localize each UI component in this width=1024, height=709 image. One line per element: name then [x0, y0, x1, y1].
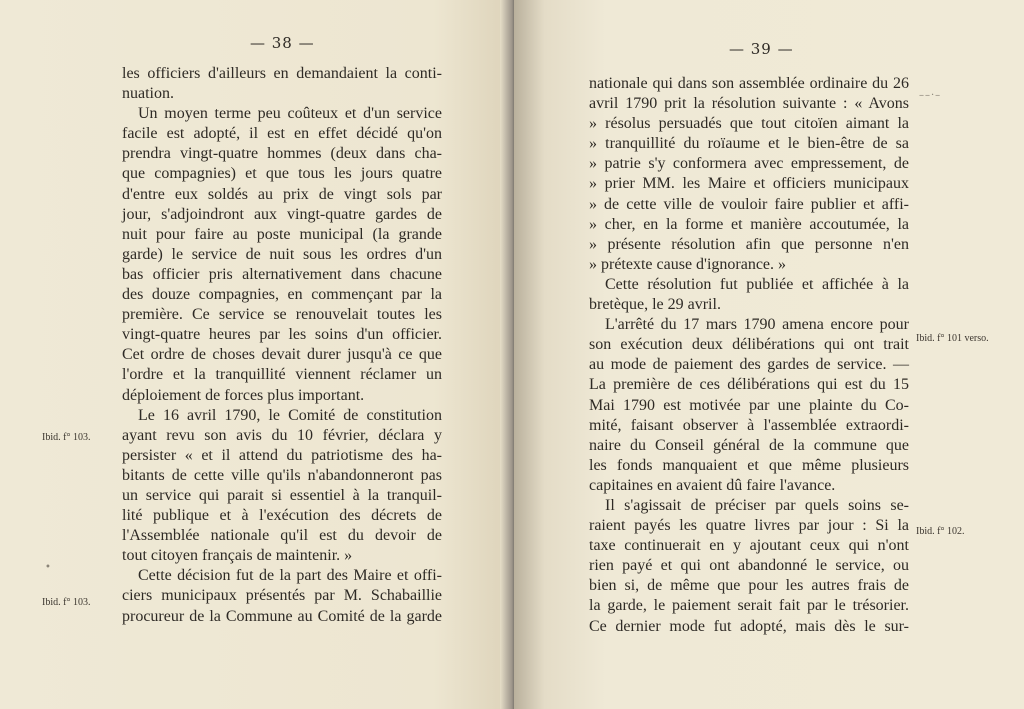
text-line: » présente résolution afin que personne n'en [589, 235, 909, 253]
text-line: La première de ces délibérations qui est du 15 [589, 376, 909, 394]
text-line: Cette décision fut de la part des Maire et offi- [138, 567, 442, 585]
text-line: nuation. [122, 85, 174, 103]
text-line: procureur de la Commune au Comité de la garde [122, 607, 442, 625]
text-line: Cette résolution fut publiée et affichée à la [605, 275, 909, 293]
text-line: » prier MM. les Maire et officiers municipaux [589, 175, 909, 193]
text-line: facile est adopté, il est en effet décidé qu'on [122, 125, 442, 143]
text-line: l'Assemblée nationale qu'il est du devoir de [122, 527, 442, 545]
text-line: Le 16 avril 1790, le Comité de constitution [138, 406, 442, 424]
text-line: Ce dernier mode fut adopté, mais dès le sur- [589, 617, 909, 635]
text-line: » de cette ville de vouloir faire publier et affi- [589, 195, 909, 213]
text-line: tout citoyen français de maintenir. » [122, 547, 353, 565]
page-number-38: — 38 — [250, 34, 315, 52]
text-line: persister « et il attend du patriotisme des ha- [122, 446, 442, 464]
text-line: ciers municipaux présentés par M. Schabaillie [122, 587, 442, 605]
text-line: les fonds manquaient et que même plusieurs [589, 456, 909, 474]
text-line: bretèque, le 29 avril. [589, 296, 721, 314]
text-line: Il s'agissait de préciser par quels soins se- [605, 496, 909, 514]
text-line: au mode de paiement des gardes de service. — [589, 356, 909, 374]
text-line: rien payé et qui ont abandonné le service, ou [589, 557, 909, 575]
text-line: vingt-quatre heures par les soins d'un officier. [122, 326, 442, 344]
text-line: jour, s'adjoindront aux vingt-quatre gardes de [122, 205, 442, 223]
right-page [514, 0, 1024, 709]
text-line: première. Ce service se renouvelait toutes les [122, 306, 442, 324]
text-line: que compagnies) et que tous les jours quatre [122, 165, 442, 183]
text-line: lité publique et à l'exécution des décrets de [122, 507, 442, 525]
text-line: Mai 1790 est motivée par une plainte du Co- [589, 396, 909, 414]
text-line: mité, faisant observer à l'assemblée extraordi- [589, 416, 909, 434]
left-page-text [122, 64, 442, 627]
margin-note: Ibid. f° 102. [916, 526, 965, 537]
text-line: Un moyen terme peu coûteux et d'un service [138, 105, 442, 123]
text-line: nuit pour faire au poste municipal (la grande [122, 225, 442, 243]
text-line: bien si, de même que pour les autres frais de [589, 577, 909, 595]
text-line: avril 1790 prit la résolution suivante : « Avons [589, 95, 909, 113]
text-line: les officiers d'ailleurs en demandaient la conti- [122, 65, 442, 82]
text-line: naire du Conseil général de la commune que [589, 436, 909, 454]
text-line: l'ordre et la tranquillité viennent réclamer un [122, 366, 442, 384]
text-line: bas officier pris alternativement dans chacune [122, 265, 442, 283]
text-line: raient payés les quatre livres par jour : Si la [589, 517, 909, 535]
text-line: capitaines en avaient dû faire l'avance. [589, 476, 836, 494]
margin-note: Ibid. f° 103. [42, 597, 91, 608]
text-line: nationale qui dans son assemblée ordinaire du 26 [589, 75, 909, 92]
text-line: bitants de cette ville qu'ils n'abandonneront pas [122, 466, 442, 484]
text-line: des douze compagnies, en commençant par la [122, 286, 442, 304]
text-line: » cher, en la forme et manière accoutumée, la [589, 215, 909, 233]
text-line: » patrie s'y conformera avec empressement, de [589, 155, 909, 173]
text-line: » tranquillité du roïaume et le bien-être de sa [589, 135, 909, 153]
text-line: taxe continuerait en y ajoutant ceux qui n'ont [589, 537, 909, 555]
margin-note: Ibid. f° 101 verso. [916, 333, 989, 344]
text-line: un service qui parait si essentiel à la tranquil- [122, 486, 442, 504]
stray-mark: ––·– [919, 90, 942, 101]
stray-mark: • [45, 562, 51, 573]
right-page-text [589, 74, 909, 637]
text-line: déploiement de forces plus important. [122, 386, 365, 404]
text-line: prendra vingt-quatre hommes (deux dans cha- [122, 145, 442, 163]
margin-note: Ibid. f° 103. [42, 432, 91, 443]
left-page [0, 0, 510, 709]
text-line: d'entre eux soldés au prix de vingt sols par [122, 185, 442, 203]
text-line: L'arrêté du 17 mars 1790 amena encore pour [605, 316, 909, 334]
text-line: Cet ordre de choses devait durer jusqu'à ce que [122, 346, 442, 364]
text-line: son exécution deux délibérations qui ont trait [589, 336, 909, 354]
text-line: » prétexte cause d'ignorance. » [589, 255, 787, 273]
text-line: garde) le service de nuit sous les ordres d'un [122, 245, 442, 263]
text-line: la garde, le paiement serait fait par le trésorier. [589, 597, 909, 615]
page-number-39: — 39 — [729, 40, 794, 58]
text-line: » résolus persuadés que tout citoïen aimant la [589, 115, 909, 133]
text-line: ayant revu son avis du 10 février, déclara y [122, 426, 442, 444]
